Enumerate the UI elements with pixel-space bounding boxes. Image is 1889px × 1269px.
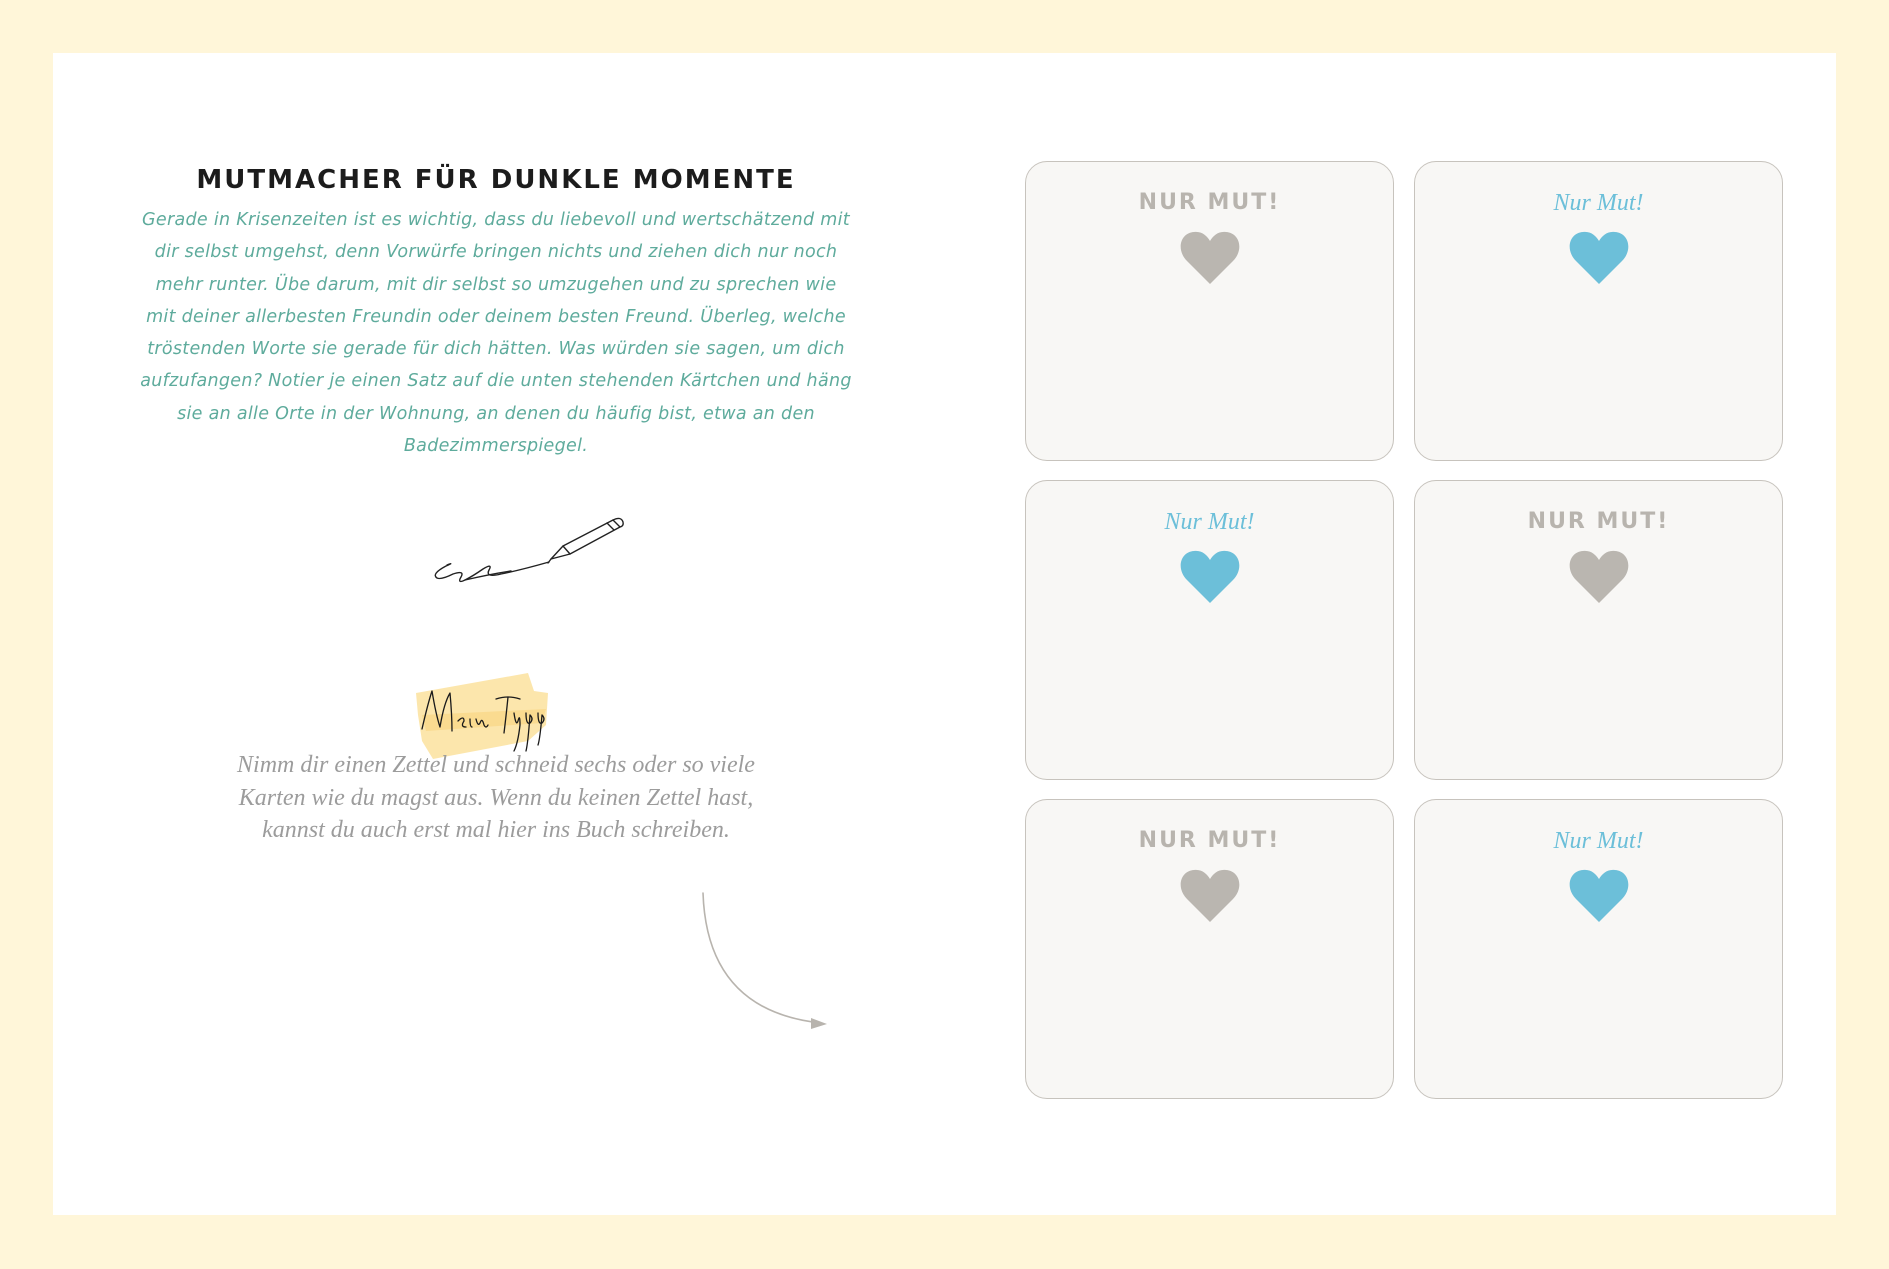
card-label: Nur Mut! bbox=[1553, 190, 1644, 216]
heart-icon bbox=[1569, 549, 1629, 603]
heart-icon bbox=[1569, 868, 1629, 922]
card bbox=[1414, 480, 1783, 780]
card-label: NUR MUT! bbox=[1138, 190, 1281, 215]
heart-icon bbox=[1180, 868, 1240, 922]
card bbox=[1025, 161, 1394, 461]
page-title: MUTMACHER FÜR DUNKLE MOMENTE bbox=[196, 165, 796, 195]
card bbox=[1025, 480, 1394, 780]
card-label: Nur Mut! bbox=[1553, 828, 1644, 854]
arrow-icon bbox=[693, 891, 933, 1051]
card bbox=[1414, 799, 1783, 1099]
card bbox=[1025, 799, 1394, 1099]
card bbox=[1414, 161, 1783, 461]
intro-text: Gerade in Krisenzeiten ist es wichtig, dass du liebevoll und wertschätzend mit dir selbst umgehst, denn Vorwürfe bringen nichts und ziehen dich nur noch mehr runter. Übe darum, mit dir selbst so umzugehen und zu sprechen wie mit deiner allerbesten Freundin oder deinem besten Freund. Überleg, welche tröstenden Worte sie gerade für dich hätten. Was würden sie sagen, um dich aufzufangen? Notier je einen Satz auf die unten stehenden Kärtchen und häng sie an alle Orte in der Wohnung, an denen du häufig bist, etwa an den Badezimmerspiegel. bbox=[140, 210, 852, 457]
cards-grid bbox=[1025, 161, 1783, 1097]
tip-text: Nimm dir einen Zettel und schneid sechs oder so viele Karten wie du magst aus. Wenn du keinen Zettel hast, kannst du auch erst mal hier ins Buch schreiben. bbox=[237, 752, 755, 843]
heart-icon bbox=[1180, 230, 1240, 284]
card-label: NUR MUT! bbox=[1527, 509, 1670, 534]
pen-icon bbox=[401, 508, 626, 628]
card-label: NUR MUT! bbox=[1138, 828, 1281, 853]
card-label: Nur Mut! bbox=[1164, 509, 1255, 535]
heart-icon bbox=[1180, 549, 1240, 603]
book-page bbox=[53, 53, 1836, 1215]
heart-icon bbox=[1569, 230, 1629, 284]
